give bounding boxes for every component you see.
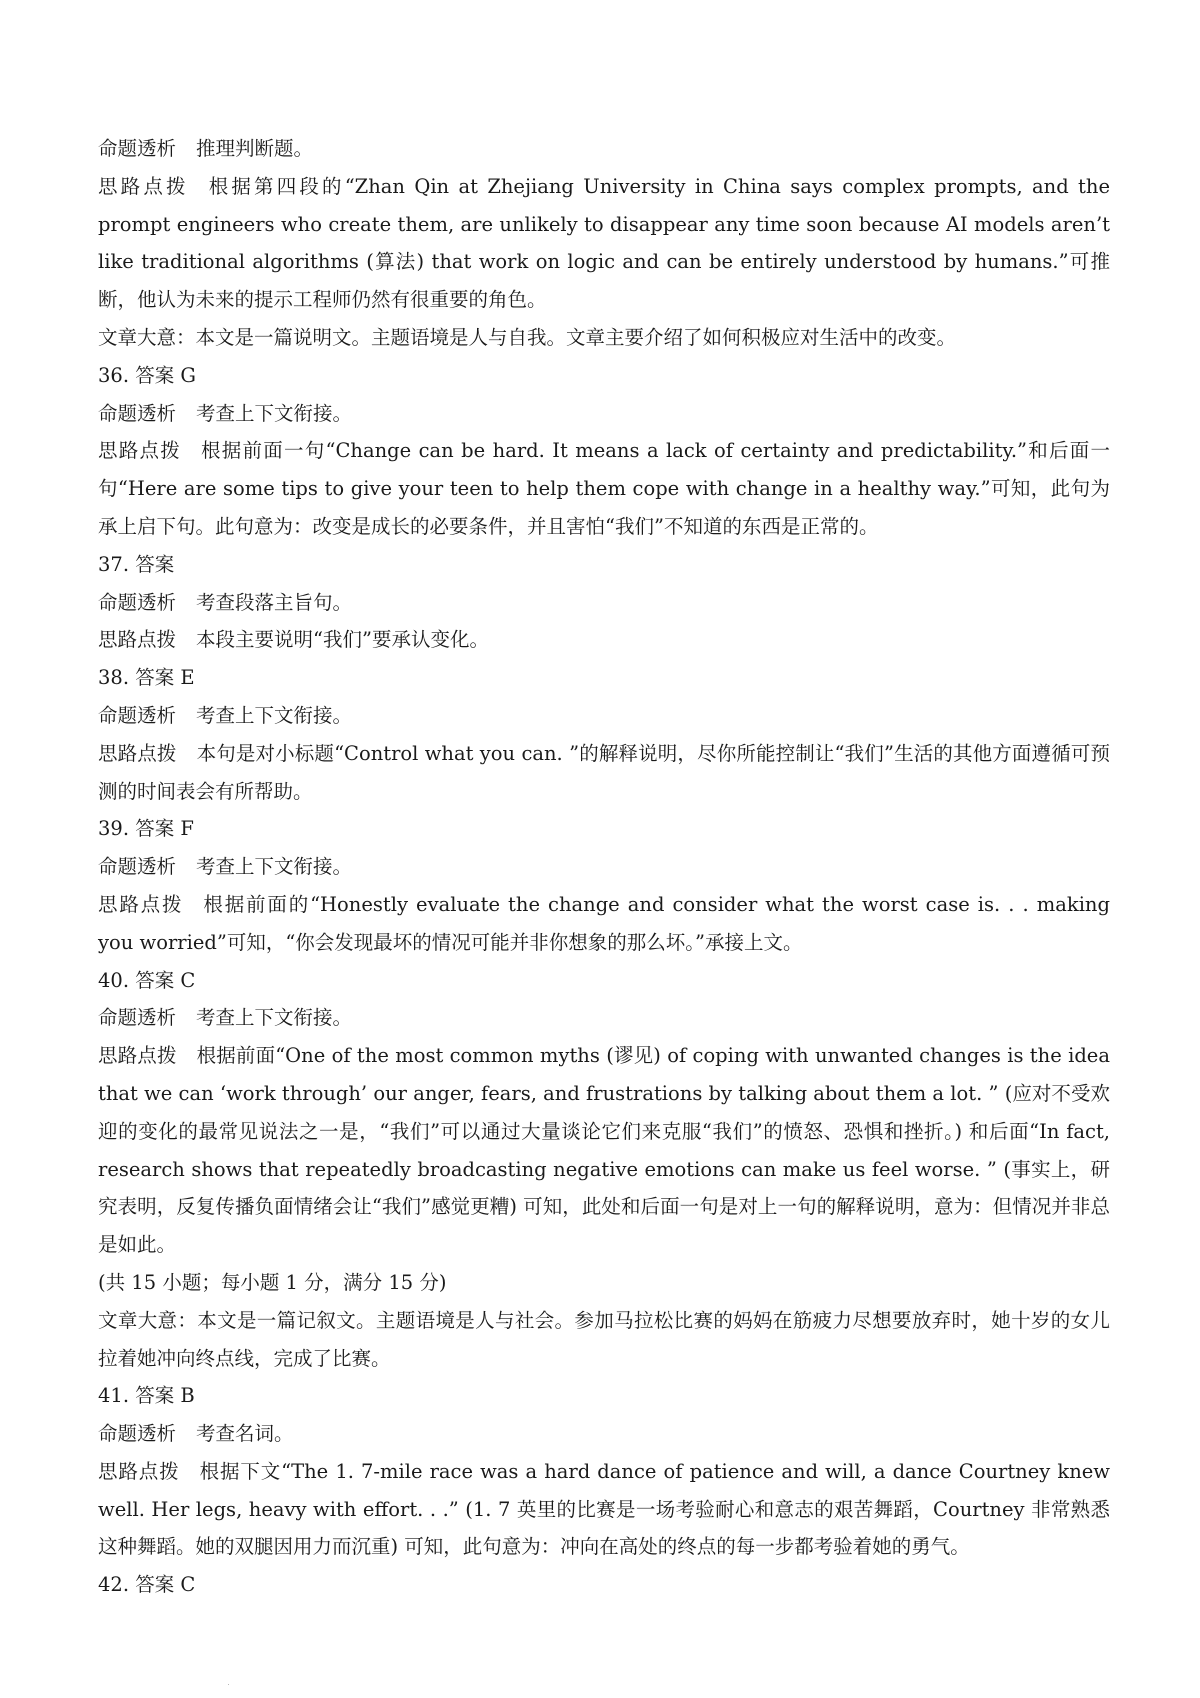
analysis-line: 命题透析 考查段落主旨句。 xyxy=(98,590,353,614)
answer-39: 39. 答案 F xyxy=(98,817,194,841)
analysis-line: 命题透析 考查名词。 xyxy=(98,1422,294,1446)
analysis-line: 命题透析 推理判断题。 xyxy=(98,137,314,160)
hint-paragraph: 思路点拨 根据前面“One of the most common myths (谬见) of coping with unwanted changes is the idea that we can ‘work through’ our anger, fears, and frustrations by talking about them a lot. ” (应对不受欢迎的变化的最常见说法之一是，“我们”可以通过大量谈论它们来克服“我们”的愤怒、恐惧和挫折。) 和后面“In fact, research shows that repeatedly broadcasting negative emotions can make us feel worse. ” (事实上，研究表明，反复传播负面情绪会让“我们”感觉更糟) 可知，此处和后面一句是对上一句的解释说明，意为：但情况并非总是如此。 xyxy=(98,1044,1110,1257)
answer-36: 36. 答案 G xyxy=(98,363,196,387)
answer-explanations xyxy=(98,130,1110,1604)
hint-paragraph: 思路点拨 根据前面的“Honestly evaluate the change and consider what the worst case is. . . making you worried”可知，“你会发现最坏的情况可能并非你想象的那么坏。”承接上文。 xyxy=(98,892,1110,954)
hint-paragraph: 思路点拨 本句是对小标题“Control what you can. ”的解释说明，尽你所能控制让“我们”生活的其他方面遵循可预测的时间表会有所帮助。 xyxy=(98,741,1110,803)
answer-38: 38. 答案 E xyxy=(98,666,195,690)
answer-40: 40. 答案 C xyxy=(98,968,196,992)
answer-42: 42. 答案 C xyxy=(98,1573,196,1597)
analysis-line: 命题透析 考查上下文衔接。 xyxy=(98,401,353,425)
section-scoring-note: (共 15 小题；每小题 1 分，满分 15 分) xyxy=(98,1270,447,1294)
answer-37: 37. 答案 xyxy=(98,552,175,576)
analysis-line: 命题透析 考查上下文衔接。 xyxy=(98,1006,353,1030)
hint-paragraph: 思路点拨 根据前面一句“Change can be hard. It means a lack of certainty and predictability.”和后面一句“Here are some tips to give your teen to help them cope with change in a healthy way.”可知，此句为承上启下句。此句意为：改变是成长的必要条件，并且害怕“我们”不知道的东西是正常的。 xyxy=(98,439,1110,538)
analysis-line: 命题透析 考查上下文衔接。 xyxy=(98,703,353,727)
hint-paragraph: 思路点拨 根据下文“The 1. 7-mile race was a hard dance of patience and will, a dance Courtney knew well. Her legs, heavy with effort. . .” (1. 7 英里的比赛是一场考验耐心和意志的艰苦舞蹈，Courtney 非常熟悉这种舞蹈。她的双腿因用力而沉重) 可知，此句意为：冲向在高处的终点的每一步都考验着她的勇气。 xyxy=(98,1459,1110,1559)
answer-41: 41. 答案 B xyxy=(98,1384,195,1408)
article-summary: 文章大意：本文是一篇说明文。主题语境是人与自我。文章主要介绍了如何积极应对生活中的改变。 xyxy=(98,325,957,349)
hint-paragraph: 思路点拨 根据第四段的“Zhan Qin at Zhejiang University in China says complex prompts, and the prompt engineers who create them, are unlikely to disappear any time soon because AI models aren’t like traditional algorithms (算法) that work on logic and can be entirely understood by humans.”可推断，他认为未来的提示工程师仍然有很重要的角色。 xyxy=(98,174,1110,312)
article-summary: 文章大意：本文是一篇记叙文。主题语境是人与社会。参加马拉松比赛的妈妈在筋疲力尽想要放弃时，她十岁的女儿拉着她冲向终点线，完成了比赛。 xyxy=(98,1308,1110,1370)
analysis-line: 命题透析 考查上下文衔接。 xyxy=(98,855,353,879)
hint-paragraph: 思路点拨 本段主要说明“我们”要承认变化。 xyxy=(98,628,489,652)
scan-dot xyxy=(228,1684,229,1685)
